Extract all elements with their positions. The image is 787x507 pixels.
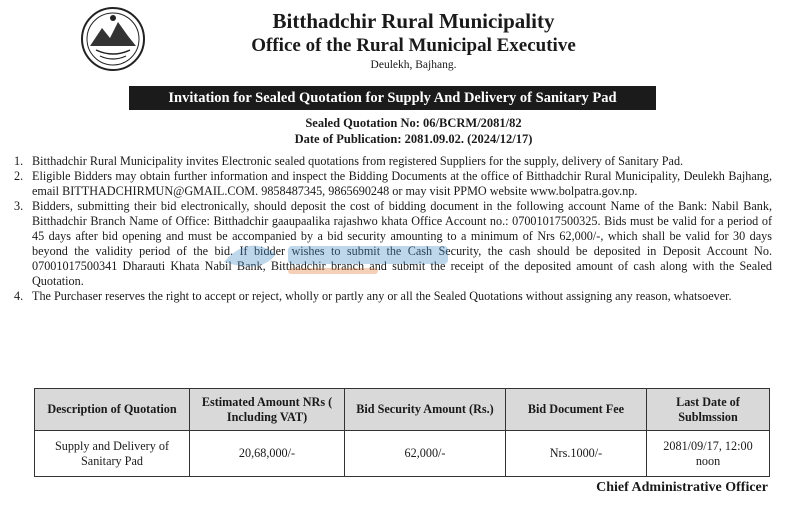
- column-header: Bid Security Amount (Rs.): [345, 389, 506, 431]
- clause-item: [14, 289, 772, 304]
- quotation-number: Sealed Quotation No: 06/BCRM/2081/82: [305, 116, 522, 130]
- organization-name: Bitthadchir Rural Municipality: [272, 9, 555, 33]
- clause-item: [14, 199, 772, 289]
- clause-text: Bitthadchir Rural Municipality invites Electronic sealed quotations from registered Suppliers for the supply, delivery of Sanitary Pad.: [32, 154, 684, 168]
- clause-list: [14, 154, 772, 304]
- clause-item: [14, 154, 772, 169]
- clause-number: 4.: [14, 289, 24, 303]
- clause-text: The Purchaser reserves the right to accept or reject, wholly or partly any or all the Sealed Quotations without assigning any reason, whatsoever.: [32, 289, 732, 303]
- clause-item: [14, 169, 772, 199]
- column-header: Description of Quotation: [35, 389, 190, 431]
- column-header: Bid Document Fee: [506, 389, 647, 431]
- reference-block: [0, 115, 787, 147]
- table-header-row: [35, 389, 770, 431]
- table-row: [35, 431, 770, 477]
- clause-number: 1.: [14, 154, 24, 168]
- table-cell: 20,68,000/-: [190, 431, 345, 477]
- clause-text: Bidders, submitting their bid electronically, should deposit the cost of bidding document in the following account Name of the Bank: Nabil Bank, Bitthadchir Branch Name of Office: Bitthadchir gaaupaalika rajashwo khata Office Account no.: 07001017500325. Bids must be valid for a period of 45 days after bid opening and must be accompanied by a bid security amounting to a minimum of Nrs 62,000/-, which shall be valid for 30 days beyond the validity period of the bid. If bidder wishes to submit the Cash Security, the cash should be deposited in Deposit Account No. 07001017500341 Dharauti Khata Nabil Bank, Bitthadchir branch and submit the receipt of the deposited amount of cash along with the Sealed Quotation.: [32, 199, 772, 288]
- notice-title: Invitation for Sealed Quotation for Supply And Delivery of Sanitary Pad: [129, 86, 656, 110]
- clause-number: 2.: [14, 169, 24, 183]
- column-header: Estimated Amount NRs ( Including VAT): [190, 389, 345, 431]
- letterhead: [0, 8, 787, 73]
- table-cell: 62,000/-: [345, 431, 506, 477]
- table-cell: Nrs.1000/-: [506, 431, 647, 477]
- office-name: Office of the Rural Municipal Executive: [251, 35, 576, 56]
- column-header: Last Date of Sublmssion: [647, 389, 770, 431]
- location: Deulekh, Bajhang.: [370, 59, 457, 71]
- clause-text: Eligible Bidders may obtain further information and inspect the Bidding Documents at the office of Bitthadchir Rural Municipality, Deulekh Bajhang, email BITTHADCHIRMUN@GMAIL.COM. 9858487345, 9865690248 or may visit PPMO website www.bolpatra.gov.np.: [32, 169, 772, 198]
- publication-date: Date of Publication: 2081.09.02. (2024/12/17): [294, 132, 533, 146]
- clause-number: 3.: [14, 199, 24, 213]
- signatory-title: Chief Administrative Officer: [596, 480, 768, 495]
- table-cell: Supply and Delivery of Sanitary Pad: [35, 431, 190, 477]
- table-cell: 2081/09/17, 12:00 noon: [647, 431, 770, 477]
- bid-details-table: [34, 388, 770, 477]
